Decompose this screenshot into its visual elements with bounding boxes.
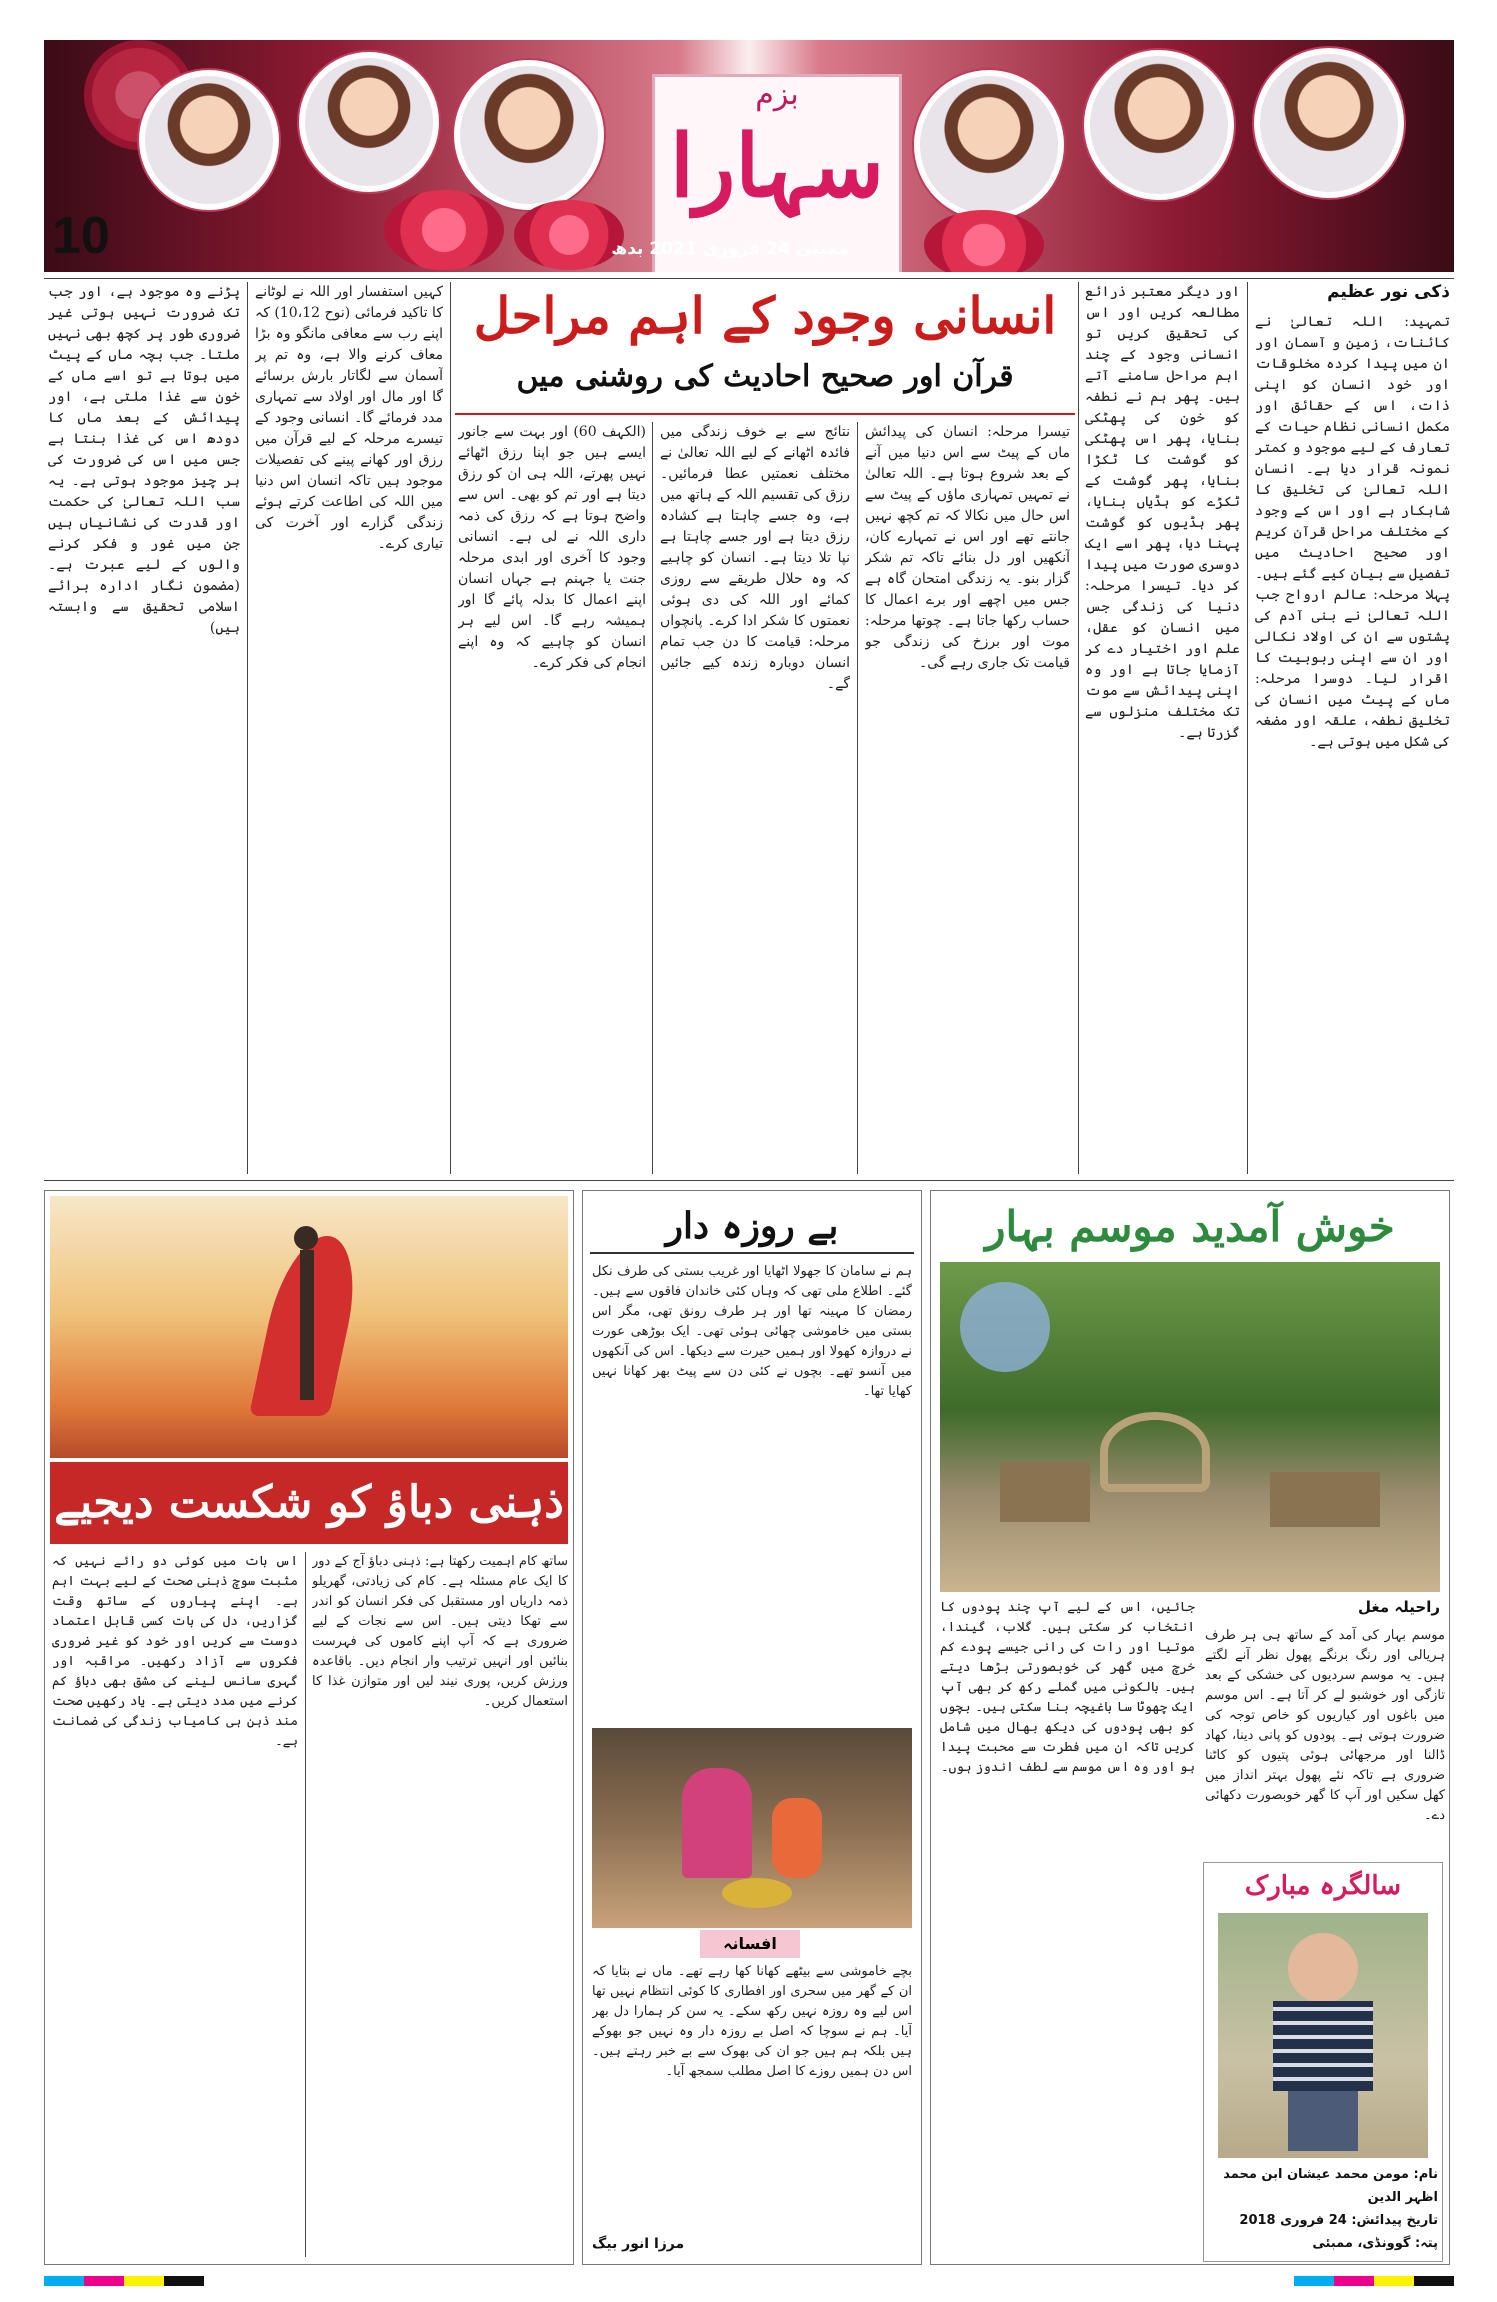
column-rule	[652, 422, 653, 1174]
child-shirt-shape	[1273, 2001, 1373, 2091]
column-rule	[305, 1552, 306, 2257]
child-portrait-2	[299, 52, 439, 192]
hydrangea-shape	[960, 1282, 1050, 1372]
print-registration-bar	[44, 2276, 1454, 2286]
hero-body-shape	[300, 1250, 314, 1400]
story-genre-label: افسانہ	[700, 1930, 800, 1958]
child-shorts-shape	[1288, 2091, 1358, 2151]
birthday-box	[1203, 1862, 1443, 2262]
woman-portrait-3	[1254, 48, 1404, 198]
birthday-details	[1210, 2163, 1438, 2259]
spring-author: راحیلہ مغل	[1358, 1598, 1440, 1616]
birthday-address: پتہ: گوونڈی، ممبئی	[1312, 2236, 1438, 2251]
garden-photo	[940, 1262, 1440, 1592]
child-portrait-1	[139, 70, 279, 210]
woman-figure-shape	[682, 1768, 752, 1878]
child-figure-shape	[772, 1798, 822, 1878]
feature-author: ذکی نور عظیم	[1327, 282, 1450, 302]
story-title: بے روزہ دار	[590, 1198, 914, 1254]
feature-column-5: (الکہف 60) اور بہت سے جانور ایسے ہیں جو اپنا رزق اٹھائے نہیں پھرتے، اللہ ہی ان کو رزق دیتا ہے اور تم کو بھی۔ اس سے واضح ہوتا ہے کہ رزق کی ذمہ داری اللہ نے لی ہے۔ انسانی وجود کا آخری اور ابدی مرحلہ جنت یا جہنم ہے جہاں انسان اپنے اعمال کا بدلہ پائے گا اور ہمیشہ رہے گا۔ اس لیے ہر انسان کو چاہیے کہ وہ اپنے انجام کی فکر کرے۔	[458, 424, 646, 671]
stress-title: ذہنی دباؤ کو شکست دیجیے	[50, 1462, 568, 1544]
garden-chair-shape	[1000, 1462, 1090, 1522]
divider	[44, 1180, 1454, 1181]
spring-column-2: جائیں، اس کے لیے آپ چند پودوں کا انتخاب کر سکتی ہیں۔ گلاب، گیندا، موتیا اور رات کی رانی جیسے پودے کم خرچ میں گھر کی خوبصورتی بڑھا دیتے ہیں۔ بالکونی میں گملے رکھ کر بھی آپ ایک چھوٹا سا باغیچہ بنا سکتی ہیں۔ بچوں کو بھی پودوں کی دیکھ بھال میں شامل کریں تاکہ ان میں فطرت سے محبت پیدا ہو اور وہ اس موسم سے لطف اندوز ہوں۔	[940, 1600, 1195, 1775]
logo-small-text: بزم	[755, 77, 799, 112]
column-rule	[450, 282, 451, 1174]
stress-column-1: ساتھ کام اہمیت رکھتا ہے: ذہنی دباؤ آج کے دور کا ایک عام مسئلہ ہے۔ کام کی زیادتی، گھریلو ذمہ داریاں اور مستقبل کی فکر انسان کو اندر سے تھکا دیتی ہیں۔ اس سے نجات کے لیے ضروری ہے کہ آپ اپنے کاموں کی فہرست بنائیں اور انہیں ترتیب وار انجام دیں۔ باقاعدہ ورزش کریں، پوری نیند لیں اور متوازن غذا کا استعمال کریں۔	[312, 1554, 568, 1709]
spring-title: خوش آمدید موسم بہار	[985, 1202, 1395, 1251]
story-photo	[592, 1728, 912, 1928]
column-rule	[1078, 282, 1079, 1174]
magenta-mark	[84, 2276, 124, 2286]
feature-subtitle: قرآن اور صحیح احادیث کی روشنی میں	[516, 359, 1014, 394]
feature-column-3: تیسرا مرحلہ: انسان کی پیدائش ماں کے پیٹ سے اس دنیا میں آنے کے بعد شروع ہوتا ہے۔ اللہ تعالیٰ نے تمہیں تمہاری ماؤں کے پیٹ سے اس حال میں نکالا کہ تم کچھ نہیں جانتے تھے اور اس نے تمہارے کان، آنکھیں اور دل بنائے تاکہ تم شکر گزار بنو۔ یہ زندگی امتحان گاہ ہے جس میں اچھے اور برے اعمال کا حساب رکھا جاتا ہے۔ چوتھا مرحلہ: موت اور برزخ کی زندگی جو قیامت تک جاری رہے گی۔	[865, 424, 1070, 671]
birthday-name: نام: مومن محمد عیشان ابن محمد اظہر الدین	[1223, 2167, 1438, 2205]
food-plate-shape	[722, 1878, 792, 1908]
feature-column-4: نتائج سے بے خوف زندگی میں فائدہ اٹھانے کے لیے اللہ تعالیٰ نے مختلف نعمتیں عطا فرمائیں۔ رزق کی تقسیم اللہ کے ہاتھ میں ہے، وہ جسے چاہتا ہے کشادہ رزق دیتا ہے اور جسے چاہتا ہے نپا تلا دیتا ہے۔ انسان کو چاہیے کہ وہ حلال طریقے سے روزی کمائے اور اللہ کی دی ہوئی نعمتوں کا شکر ادا کرے۔ پانچواں مرحلہ: قیامت کا دن جب تمام انسان دوبارہ زندہ کیے جائیں گے۔	[660, 424, 850, 692]
black-mark	[164, 2276, 204, 2286]
feature-column-7: پڑنے وہ موجود ہے، اور جب تک ضرورت نہیں ہوتی غیر ضروری طور پر کچھ بھی نہیں ملتا۔ جب بچہ ماں کے پیٹ میں ہوتا ہے تو اسے ماں کے خون سے غذا ملتی ہے، اور پیدائش کے بعد ماں کا دودھ اس کی غذا بنتا ہے جس میں اس کی ضرورت کی ہر چیز موجود ہوتی ہے۔ یہ سب اللہ تعالیٰ کی حکمت اور قدرت کی نشانیاں ہیں جن میں غور و فکر کرنے والوں کے لیے عبرت ہے۔ (مضمون نگار ادارہ برائے اسلامی تحقیق سے وابستہ ہیں)	[48, 284, 240, 636]
story-column-1: ہم نے سامان کا جھولا اٹھایا اور غریب بستی کی طرف نکل گئے۔ اطلاع ملی تھی کہ وہاں کئی خاندان فاقوں سے ہیں۔ رمضان کا مہینہ تھا اور ہر طرف رونق تھی، مگر اس بستی میں خاموشی چھائی ہوئی تھی۔ ایک بوڑھی عورت نے دروازہ کھولا اور ہمیں حیرت سے دیکھا۔ اس کی آنکھوں میں آنسو تھے۔ بچوں نے کئی دن سے پیٹ بھر کھانا نہیں کھایا تھا۔	[592, 1264, 912, 1399]
woman-portrait-1	[914, 70, 1064, 220]
birthday-title: سالگرہ مبارک	[1244, 1871, 1402, 1901]
birthday-dob: تاریخ پیدائش: 24 فروری 2018	[1239, 2213, 1438, 2228]
divider	[44, 278, 1454, 279]
feature-column-1: تمہید: اللہ تعالیٰ نے کائنات، زمین و آسمان اور ان میں پیدا کردہ مخلوقات اور خود انسان کو اپنی ذات، اس کے حقائق اور مکمل انسانی نظام حیات کے تعارف کے لیے موجود و کمتر نمونہ قرار دیا ہے۔ انسان اللہ تعالیٰ کی تخلیق کا شاہکار ہے اور اس کے وجود کے مختلف مراحل قرآن کریم اور صحیح احادیث میں تفصیل سے بیان کیے گئے ہیں۔ پہلا مرحلہ: عالم ارواح جب اللہ تعالیٰ نے بنی آدم کی پشتوں سے ان کی اولاد نکالی اور ان سے اپنی ربوبیت کا اقرار لیا۔ دوسرا مرحلہ: ماں کے پیٹ میں انسان کی تخلیق نطفہ، علقہ اور مضغہ کی شکل میں ہوتی ہے۔	[1255, 314, 1450, 750]
date-line: ممبئی 24 فروری 2021 بدھ	[611, 239, 849, 259]
logo-main-text: سہارا	[669, 116, 885, 217]
feature-title: انسانی وجود کے اہم مراحل	[473, 286, 1057, 345]
feature-column-2: اور دیگر معتبر ذرائع مطالعہ کریں اور اس کی تحقیق کریں تو انسانی وجود کے چند اہم مراحل سامنے آتے ہیں۔ پھر ہم نے نطفہ کو خون کی پھٹکی بنایا، پھر اس پھٹکی کو گوشت کا ٹکڑا بنایا، پھر گوشت کے ٹکڑے کو ہڈیاں بنایا، پھر ہڈیوں کو گوشت پہنا دیا، پھر اسے ایک دوسری صورت میں پیدا کر دیا۔ تیسرا مرحلہ: دنیا کی زندگی جس میں انسان کو عقل، علم اور اختیار دے کر آزمایا جاتا ہے اور وہ اپنی پیدائش سے موت تک مختلف منزلوں سے گزرتا ہے۔	[1085, 284, 1240, 741]
fountain-shape	[1100, 1412, 1210, 1492]
cyan-mark	[1294, 2276, 1334, 2286]
magenta-mark	[1334, 2276, 1374, 2286]
story-column-2: بچے خاموشی سے بیٹھے کھانا کھا رہے تھے۔ ماں نے بتایا کہ ان کے گھر میں سحری اور افطاری کا کوئی انتظام نہیں تھا اس لیے وہ روزہ نہیں رکھ سکے۔ یہ سن کر ہمارا دل بھر آیا۔ ہم نے سوچا کہ اصل بے روزہ دار وہ نہیں جو بھوکے ہیں بلکہ ہم ہیں جو ان کی بھوک سے بے خبر رہتے ہیں۔ اس دن ہمیں روزے کا اصل مطلب سمجھ آیا۔	[592, 1964, 912, 2079]
story-author: مرزا انور بیگ	[592, 2236, 685, 2252]
column-rule	[1247, 282, 1248, 1174]
woman-portrait-2	[1084, 50, 1234, 200]
child-face-shape	[1288, 1933, 1358, 2003]
black-mark	[1414, 2276, 1454, 2286]
birthday-child-photo	[1218, 1913, 1428, 2158]
hero-head-shape	[294, 1226, 318, 1250]
column-rule	[857, 422, 858, 1174]
spring-column-1: موسم بہار کی آمد کے ساتھ ہی ہر طرف ہریالی اور رنگ برنگے پھول نظر آنے لگتے ہیں۔ یہ موسم سردیوں کی خشکی کے بعد تازگی اور خوشبو لے کر آتا ہے۔ اس موسم میں باغوں اور کیاریوں کو خاص توجہ کی ضرورت ہوتی ہے۔ پودوں کو پانی دینا، کھاد ڈالنا اور مرجھائی ہوئی پتیوں کو کاٹنا ضروری ہے تاکہ نئے پھول بہتر انداز میں کھل سکیں اور آپ کا گھر خوبصورت دکھائی دے۔	[1205, 1628, 1445, 1823]
yellow-mark	[1374, 2276, 1414, 2286]
page-number: 10	[52, 207, 110, 265]
yellow-mark	[124, 2276, 164, 2286]
feature-column-6: کہیں استفسار اور اللہ نے لوٹانے کا تاکید فرمائی (نوح 10،12) کہ اپنے رب سے معافی مانگو وہ بڑا معاف کرنے والا ہے، وہ تم پر آسمان سے لگاتار بارش برسائے گا اور مال اور اولاد سے تمہاری مدد فرمائے گا۔ انسانی وجود کے تیسرے مرحلہ کے لیے قرآن میں رزق اور کھانے پینے کی تفصیلات موجود ہیں تاکہ انسان اس دنیا میں اللہ کی اطاعت کرتے ہوئے زندگی گزارے اور آخرت کی تیاری کرے۔	[255, 284, 443, 552]
cyan-mark	[44, 2276, 84, 2286]
stress-hero-photo	[50, 1196, 568, 1458]
column-rule	[247, 282, 248, 1174]
feature-headline-block	[455, 280, 1075, 415]
garden-bench-shape	[1270, 1472, 1380, 1527]
child-portrait-3	[454, 60, 604, 210]
stress-column-2: اس بات میں کوئی دو رائے نہیں کہ مثبت سوچ ذہنی صحت کے لیے بہت اہم ہے۔ اپنے پیاروں کے ساتھ وقت گزاریں، دل کی بات کسی قابل اعتماد دوست سے کریں اور خود کو غیر ضروری فکروں سے آزاد رکھیں۔ مراقبہ اور گہری سانس لینے کی مشق بھی دباؤ کم کرنے میں مدد دیتی ہے۔ یاد رکھیں صحت مند ذہن ہی کامیاب زندگی کی ضمانت ہے۔	[52, 1554, 298, 1749]
